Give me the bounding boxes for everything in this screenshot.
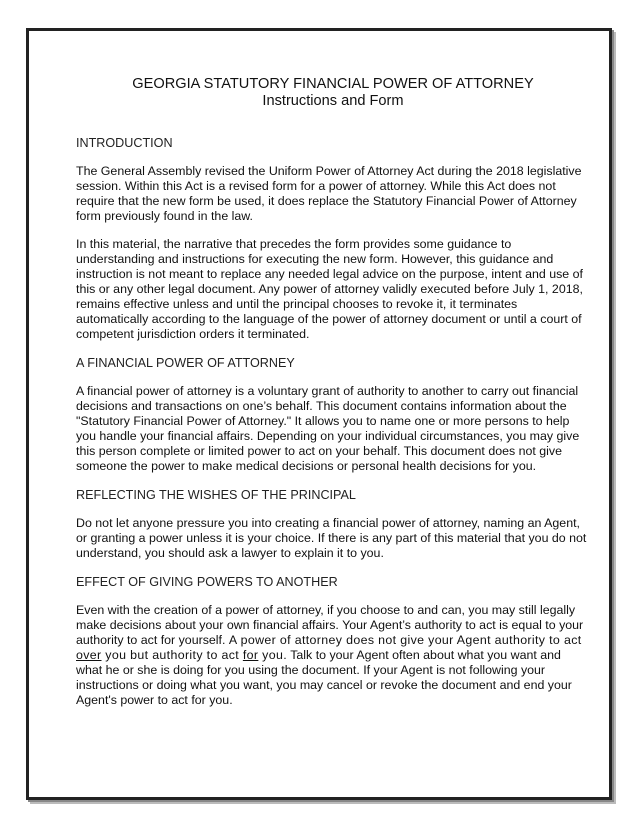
wishes-paragraph: Do not let anyone pressure you into creating a financial power of attorney, naming an Agent, or granting a power unless it is your choice. If there is any part of this material that you do not understand, you should ask a lawyer to explain it to you. bbox=[76, 516, 587, 560]
heading-wishes: REFLECTING THE WISHES OF THE PRINCIPAL bbox=[76, 488, 356, 502]
effect-text-b: A power of attorney does not give your Agent authority to act bbox=[228, 633, 582, 647]
document-title: GEORGIA STATUTORY FINANCIAL POWER OF ATTORNEY bbox=[132, 76, 534, 92]
effect-text-a: Even with the creation of a power of attorney, if you choose to and can, you may still legally make decisions about your own financial affairs. Your Agent’s authority to act is equal to your authority to act for yourself. bbox=[76, 603, 584, 647]
document-subtitle: Instructions and Form bbox=[262, 93, 404, 109]
document-content bbox=[76, 76, 590, 708]
heading-financial-poa: A FINANCIAL POWER OF ATTORNEY bbox=[76, 356, 295, 370]
emphasis-over: over bbox=[76, 648, 102, 662]
effect-paragraph bbox=[76, 603, 590, 708]
effect-text-e: Talk to your Agent often about what you want and what he or she is doing for you using the document. If your Agent is not following your instructions or doing what you want, you may cancel or revoke the document and end your Agent's power to act for you. bbox=[76, 648, 572, 707]
intro-paragraph-1: The General Assembly revised the Uniform Power of Attorney Act during the 2018 legislative session. Within this Act is a revised form for a power of attorney. While this Act does not require that the new form be used, it does replace the Statutory Financial Power of Attorney form previously found in the law. bbox=[76, 164, 582, 223]
financial-poa-paragraph: A financial power of attorney is a voluntary grant of authority to another to carry out financial decisions and transactions on one’s behalf. This document contains information about the "Statutory Financial Power of Attorney." It allows you to name one or more persons to help you handle your financial affairs. Depending on your individual circumstances, you may give this person complete or limited power to act on your behalf. This document does not give someone the power to make medical decisions or personal health decisions for you. bbox=[76, 384, 580, 473]
effect-text-d: you. bbox=[258, 648, 287, 662]
heading-effect: EFFECT OF GIVING POWERS TO ANOTHER bbox=[76, 575, 338, 589]
effect-text-c: you but authority to act bbox=[101, 648, 243, 662]
heading-introduction: INTRODUCTION bbox=[76, 136, 173, 150]
intro-paragraph-2: In this material, the narrative that precedes the form provides some guidance to understanding and instructions for executing the new form. However, this guidance and instruction is not meant to replace any needed legal advice on the purpose, intent and use of this or any other legal document. Any power of attorney validly executed before July 1, 2018, remains effective unless and until the principal chooses to revoke it, it terminates automatically according to the language of the power of attorney document or until a court of competent jurisdiction orders it terminated. bbox=[76, 237, 583, 341]
emphasis-for: for bbox=[242, 648, 259, 662]
